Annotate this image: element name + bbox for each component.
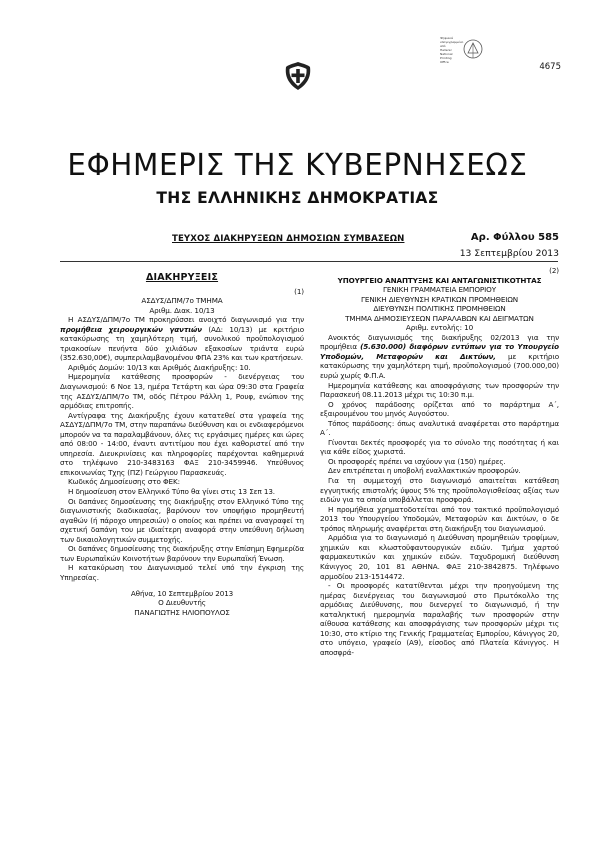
- paragraph: Ημερομηνία κατάθεσης προσφορών - διενέργειας του Διαγωνισμού: 6 Νοε 13, ημέρα Τετάρτη και ώρα 09:30 στα Γραφεία της ΑΣΔΥΣ/ΔΠΜ/7ο ΤΜ, οδός Πέτρου Ράλλη 1, Ρουφ, ενώπιον της αρμόδιας επιτροπής.: [60, 372, 304, 411]
- text: Ανοικτός διαγωνισμός της διακήρυξης 02/2013 για την προμήθεια: [320, 332, 559, 352]
- paragraph: Ημερομηνία κατάθεσης και αποσφράγισης των προσφορών την Παρασκευή 08.11.2013 μέχρι τις 10:30 π.μ.: [320, 380, 559, 400]
- paragraph: Δεν επιτρέπεται η υποβολή εναλλακτικών προσφορών.: [328, 466, 521, 476]
- stamp-text: Office: [440, 60, 449, 64]
- digital-signature-stamp: [440, 36, 486, 70]
- paragraph: Οι προσφορές πρέπει να ισχύουν για (150) ημέρες.: [328, 456, 506, 466]
- header-divider: [60, 261, 558, 262]
- stamp-text: National: [440, 52, 453, 56]
- authority-heading: ΓΕΝΙΚΗ ΔΙΕΥΘΥΝΣΗ ΚΡΑΤΙΚΩΝ ΠΡΟΜΗΘΕΙΩΝ: [361, 294, 518, 304]
- authority-heading: ΔΙΕΥΘΥΝΣΗ ΠΟΛΙΤΙΚΗΣ ΠΡΟΜΗΘΕΙΩΝ: [373, 304, 506, 314]
- paragraph: Ο χρόνος παράδοσης ορίζεται από το παράρτημα Α΄, εξαιρουμένου του μηνός Αυγούστου.: [320, 399, 559, 419]
- signature-date: Αθήνα, 10 Σεπτεμβρίου 2013: [130, 588, 234, 598]
- paragraph: Αντίγραφα της Διακήρυξης έχουν κατατεθεί στα γραφεία της ΑΣΔΥΣ/ΔΠΜ/7ο ΤΜ, στην παραπάνω διεύθυνση και οι ενδιαφερόμενοι μπορούν να τα παραλαμβάνουν, όλες τις εργάσιμες ημέρες και ώρες από 08:00 - 14:00, έναντι αντιτίμου που έχει καθοριστεί από την υπηρεσία. Διευκρινίσεις και πληροφορίες παρέχονται καθημερινά στο τηλέφωνο 210-3483163 ΦΑΞ 210-3459946. Υπεύθυνος επικοινωνίας Τχης (ΠΖ) Γεώργιου Παρασκευάς.: [60, 410, 304, 477]
- paragraph: Για τη συμμετοχή στο διαγωνισμό απαιτείται κατάθεση εγγυητικής επιστολής ύψους 5% της προϋπολογισθείσας αξίας των ειδών για τα οποία υποβάλλεται προσφορά.: [320, 476, 559, 505]
- left-column: [60, 266, 304, 617]
- seal-icon: [462, 38, 484, 62]
- paragraph: Η κατακύρωση του Διαγωνισμού τελεί υπό την έγκριση της Υπηρεσίας.: [60, 563, 304, 582]
- stamp-text: Ψηφιακά: [440, 36, 453, 40]
- page-number: 4675: [539, 62, 561, 72]
- text: Η ΑΣΔΥΣ/ΔΠΜ/7ο ΤΜ προκηρύσσει ανοιχτό διαγωνισμό για την: [68, 315, 304, 325]
- item-number: (1): [294, 286, 304, 296]
- text: (ΑΔ: 10/13) με κριτήριο κατακύρωσης τη χαμηλότερη τιμή, συνολικού προϋπολογισμού τριακοσίων πενήντα δύο χιλιάδων εξακοσίων τριάντα ευρώ (352.630,00€), συμπεριλαμβανομένου ΦΠΑ 23% και των κρατήσεων.: [60, 324, 304, 363]
- paragraph: Οι δαπάνες δημοσίευσης της διακήρυξης στην Επίσημη Εφημερίδα των Ευρωπαϊκών Κοινοτήτων βαρύνουν την Ευρωπαϊκή Ένωση.: [60, 544, 304, 563]
- item-number: (2): [549, 266, 559, 275]
- notice-reference: Αριθμ. εντολής: 10: [405, 323, 474, 333]
- paragraph: Η δημοσίευση στον Ελληνικό Τύπο θα γίνει στις 13 Σεπ 13.: [68, 487, 275, 497]
- paragraph: - Οι προσφορές κατατίθενται μέχρι την προηγούμενη της ημέρας διενέργειας του διαγωνισμού στο Πρωτόκολλο της αρμόδιας Διεύθυνσης, που διενεργεί το διαγωνισμό, ή την καταληκτική ημερομηνία παραλαβής των προσφορών στην αίθουσα κατάθεσης και αποσφράγισης των προσφορών μέχρι τις 10:30, στο κτίριο της Γενικής Γραμματείας Εμπορίου, Κάνιγγος 20, στο υπόγειο, γραφείο (Α9), είσοδος από Πλατεία Κάνιγγος. Η αποσφρά-: [320, 581, 559, 657]
- text: με κριτήριο κατακύρωσης την χαμηλότερη τιμή, προϋπολογισμού (700.000,00) ευρώ χωρίς Φ.Π.Α.: [320, 351, 560, 381]
- stamp-text: υπογεγραμμένο: [440, 40, 464, 44]
- greek-coat-of-arms-icon: [283, 61, 313, 91]
- authority-heading: ΥΠΟΥΡΓΕΙΟ ΑΝΑΠΤΥΞΗΣ ΚΑΙ ΑΝΤΑΓΩΝΙΣΤΙΚΟΤΗΤΑΣ: [337, 275, 542, 285]
- masthead-subtitle: ΤΗΣ ΕΛΛΗΝΙΚΗΣ ΔΗΜΟΚΡΑΤΙΑΣ: [156, 189, 439, 207]
- paragraph: [60, 315, 304, 363]
- notice-department: ΑΣΔΥΣ/ΔΠΜ/7ο ΤΜΗΜΑ: [141, 296, 223, 306]
- stamp-text: Hellenic: [440, 48, 452, 52]
- emphasis-text: προμήθεια χειρουργικών γαντιών: [60, 324, 202, 334]
- masthead-title: ΕΦΗΜΕΡΙΣ ΤΗΣ ΚΥΒΕΡΝΗΣΕΩΣ: [67, 148, 528, 183]
- paragraph: Οι δαπάνες δημοσίευσης της διακήρυξης στον Ελληνικό Τύπο της διαγωνιστικής διαδικασίας, βαρύνουν τον υποψήφιο προμηθευτή αγαθών (ή πάροχο υπηρεσιών) ο οποίος και πρέπει να αναγραφεί τη σχετική δαπάνη του με ιδιαίτερη αναφορά στην υπεύθυνη δήλωση των δικαιολογητικών συμμετοχής.: [60, 496, 304, 544]
- stamp-text: από: [440, 44, 446, 48]
- emphasis-text: (5.630.000) διαφόρων εντύπων για το Υπουργείο Υποδομών, Μεταφορών και Δικτύων,: [320, 342, 559, 361]
- issue-number: Αρ. Φύλλου 585: [470, 232, 559, 243]
- paragraph: Γίνονται δεκτές προσφορές για το σύνολο της ποσότητας ή και για κάθε είδος χωριστά.: [320, 437, 559, 457]
- paragraph: Αριθμός Δομών: 10/13 και Αριθμός Διακήρυξης: 10.: [68, 362, 251, 372]
- signature-name: ΠΑΝΑΓΙΩΤΗΣ ΗΛΙΟΠΟΥΛΟΣ: [134, 607, 230, 617]
- paragraph: Η προμήθεια χρηματοδοτείται από τον τακτικό προϋπολογισμό 2013 του Υπουργείου Υποδομών, Μεταφορών και Δικτύων, ο δε τρόπος πληρωμής αναφέρεται στη διακήρυξη του διαγωνισμού.: [320, 504, 559, 533]
- stamp-text: Printing: [440, 56, 452, 60]
- right-column: [320, 266, 559, 657]
- paragraph: [320, 333, 559, 381]
- issue-date: 13 Σεπτεμβρίου 2013: [459, 248, 559, 259]
- paragraph: Τόπος παράδοσης: όπως αναλυτικά αναφέρεται στο παράρτημα Α΄.: [320, 418, 559, 438]
- paragraph: Αρμόδια για το διαγωνισμό η Διεύθυνση προμηθειών τροφίμων, χημικών και κλωστοϋφαντουργικών ειδών. Τμήμα χαρτού φαρμακευτικών και χημικών ειδών. Ταχυδρομική διεύθυνση Κάνιγγος 20, 101 81 ΑΘΗΝΑ. ΦΑΞ 210-3842875. Τηλέφωνο αρμοδίου 213-1514472.: [320, 533, 559, 581]
- section-title: ΔΙΑΚΗΡΥΞΕΙΣ: [145, 272, 219, 283]
- authority-heading: ΤΜΗΜΑ ΔΗΜΟΣΙΕΥΣΕΩΝ ΠΑΡΑΛΑΒΩΝ ΚΑΙ ΔΕΙΓΜΑΤΩΝ: [345, 313, 534, 323]
- authority-heading: ΓΕΝΙΚΗ ΓΡΑΜΜΑΤΕΙΑ ΕΜΠΟΡΙΟΥ: [383, 285, 496, 295]
- signature-title: Ο Διευθυντής: [158, 598, 206, 608]
- notice-reference: Αριθμ. Διακ. 10/13: [149, 305, 215, 315]
- paragraph: Κωδικός Δημοσίευσης στο ΦΕΚ:: [68, 477, 180, 487]
- issue-type: ΤΕΥΧΟΣ ΔΙΑΚΗΡΥΞΕΩΝ ΔΗΜΟΣΙΩΝ ΣΥΜΒΑΣΕΩΝ: [172, 234, 405, 244]
